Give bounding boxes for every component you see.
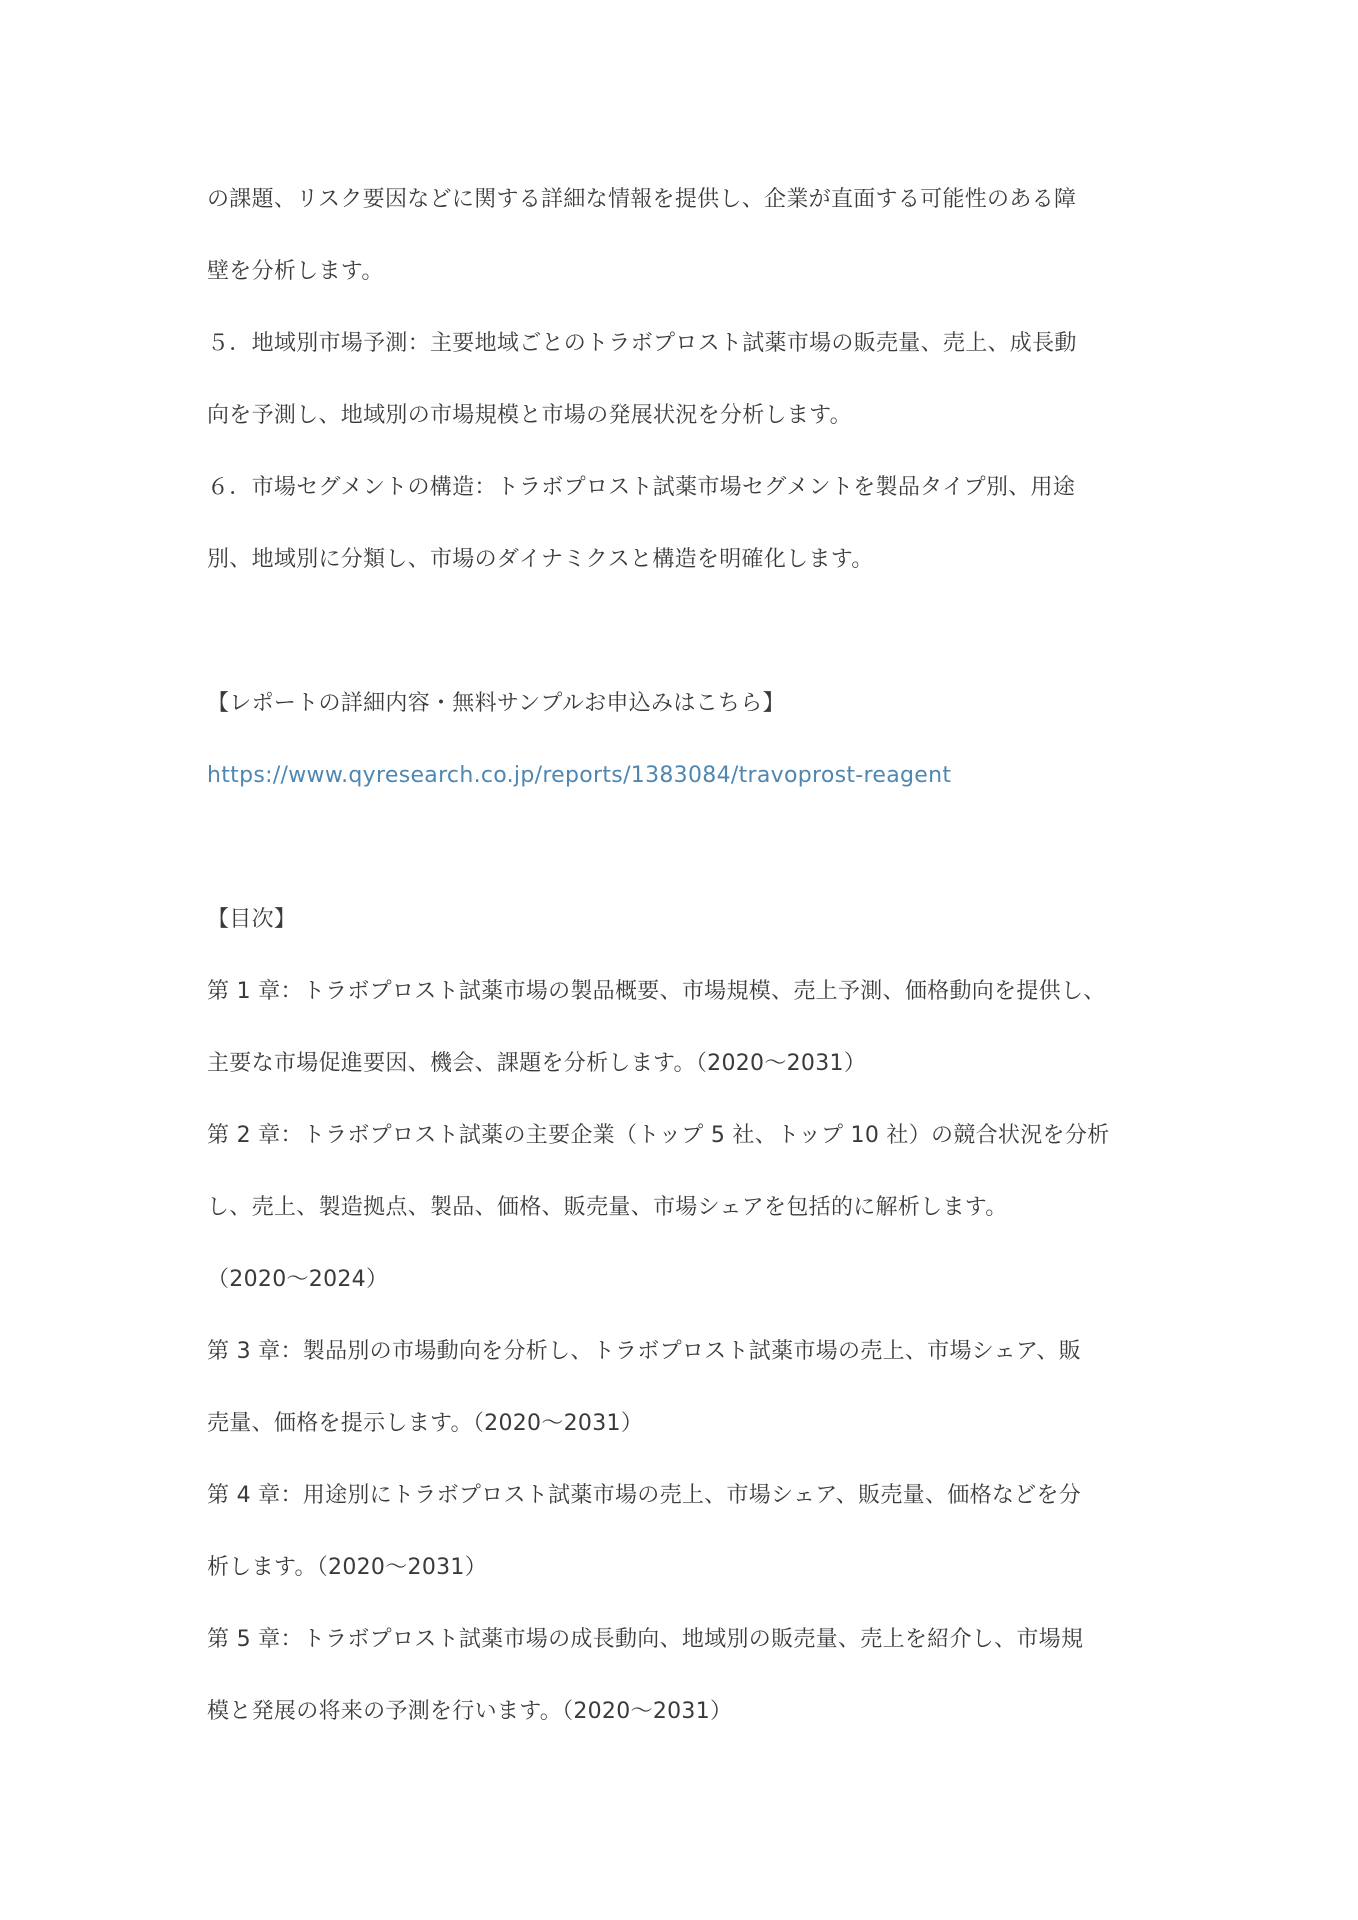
report-heading: 【レポートの詳細内容・無料サンプルお申込みはこちら】 (207, 691, 785, 716)
body-line: ５．地域別市場予測：主要地域ごとのトラボプロスト試薬市場の販売量、売上、成長動 (207, 331, 1077, 356)
body-line: ６．市場セグメントの構造：トラボプロスト試薬市場セグメントを製品タイプ別、用途 (207, 475, 1076, 500)
toc-line: 第 2 章：トラボプロスト試薬の主要企業（トップ 5 社、トップ 10 社）の競合状況を分析 (207, 1123, 1110, 1148)
toc-heading: 【目次】 (207, 907, 297, 932)
toc-line: 析します。（2020～2031） (207, 1555, 488, 1580)
toc-line: し、売上、製造拠点、製品、価格、販売量、市場シェアを包括的に解析します。 (207, 1195, 1008, 1220)
toc-line: （2020～2024） (207, 1267, 389, 1292)
toc-line: 第 1 章：トラボプロスト試薬市場の製品概要、市場規模、売上予測、価格動向を提供し、 (207, 979, 1106, 1004)
toc-line: 第 4 章：用途別にトラボプロスト試薬市場の売上、市場シェア、販売量、価格などを分 (207, 1483, 1082, 1508)
toc-line: 模と発展の将来の予測を行います。（2020～2031） (207, 1699, 733, 1724)
toc-line: 第 5 章：トラボプロスト試薬市場の成長動向、地域別の販売量、売上を紹介し、市場規 (207, 1627, 1084, 1652)
toc-line: 主要な市場促進要因、機会、課題を分析します。（2020～2031） (207, 1051, 867, 1076)
body-line: の課題、リスク要因などに関する詳細な情報を提供し、企業が直面する可能性のある障 (207, 187, 1077, 212)
toc-line: 売量、価格を提示します。（2020～2031） (207, 1411, 644, 1436)
report-link[interactable]: https://www.qyresearch.co.jp/reports/1383084/travoprost-reagent (207, 763, 952, 788)
body-line: 壁を分析します。 (207, 259, 384, 284)
toc-line: 第 3 章：製品別の市場動向を分析し、トラボプロスト試薬市場の売上、市場シェア、販 (207, 1339, 1082, 1364)
body-line: 向を予測し、地域別の市場規模と市場の発展状況を分析します。 (207, 403, 852, 428)
body-line: 別、地域別に分類し、市場のダイナミクスと構造を明確化します。 (207, 547, 874, 572)
